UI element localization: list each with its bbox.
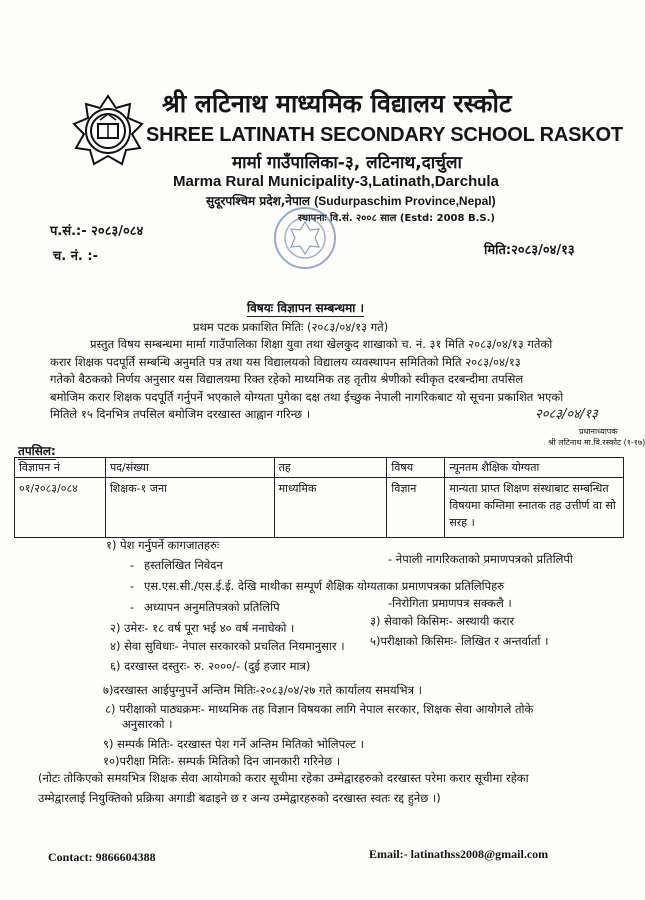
item-doc-application: हस्तलिखित निवेदन	[144, 558, 223, 572]
item-doc-bullet: -	[130, 579, 135, 593]
school-name-english: SHREE LATINATH SECONDARY SCHOOL RASKOT	[146, 124, 623, 146]
first-published-date: प्रथम पटक प्रकाशित मितिः (२०८३/०४/१३ गते)	[193, 320, 389, 334]
header-subject: विषय	[387, 458, 445, 478]
item-doc-certificates: एस.एस.सी./एस.ई.ई. देखि माथीका सम्पूर्ण शैक्षिक योग्यताका प्रमाणपत्रका प्रतिलिपिहरु	[144, 579, 505, 593]
cell-level: माध्यमिक	[274, 478, 387, 538]
signature-handwritten: २०८३/०४/१३	[535, 407, 598, 422]
item-facilities: ४) सेवा सुविधाः- नेपाल सरकारको प्रचलित नियमानुसार ।	[110, 639, 345, 653]
province-english: (Sudurpaschim Province,Nepal)	[314, 194, 496, 208]
dispatch-number: च. नं. :-	[53, 249, 98, 264]
note-line: (नोटः तोकिएको समयभित्र शिक्षक सेवा आयोगको करार सूचीमा रहेका उम्मेद्वारहरुको दरखास्त परेमा करार सूचीमा रहेका	[38, 771, 529, 785]
cell-post: शिक्षक-१ जना	[105, 478, 274, 538]
item-service-type: ३) सेवाको किसिमः- अस्थायी करार	[370, 614, 515, 628]
province-line	[206, 192, 496, 209]
school-name-nepali: श्री लटिनाथ माध्यमिक विद्यालय रस्कोट	[162, 89, 512, 118]
item-deadline: ७)दरखास्त आईपुग्नुपर्ने अन्तिम मितिः-२०८३/०४/२७ गते कार्यालय समयभित्र ।	[103, 683, 422, 697]
subject-line: विषयः विज्ञापन सम्बन्धमा ।	[247, 301, 365, 315]
established-line: स्थापनाः वि.सं. २००८ साल (Estd: 2008 B.S.)	[298, 213, 495, 224]
contact-email: Email:- latinathss2008@gmail.com	[369, 847, 549, 861]
item-contact-date: ९) सम्पर्क मितिः- दरखास्त पेश गर्ने अन्तिम मितिको भोलिपल्ट ।	[103, 737, 364, 751]
vacancy-table	[14, 457, 624, 538]
item-doc-license: अध्यापन अनुमतिपत्रको प्रतिलिपि	[144, 600, 280, 614]
address-nepali: मार्मा गाउँपालिका-३, लटिनाथ,दार्चुला	[232, 153, 462, 173]
document-date: मिति:२०८३/०४/१३	[484, 243, 575, 258]
signature-stamp-title: प्रधानाध्यापक	[579, 427, 618, 436]
item-exam-date: १०)परीक्षा मितिः- सम्पर्क मितिको दिन जानकारी गरिनेछ ।	[103, 754, 341, 768]
item-syllabus-cont: अनुसारको ।	[122, 717, 173, 731]
header-qualification: न्यूनतम शैक्षिक योग्यता	[445, 458, 624, 478]
signature-stamp-line: श्री लटिनाथ मा.वि.रस्कोट (१-१७)	[548, 438, 645, 447]
item-fee: ६) दरखास्त दस्तुरः- रु. २०००/- (दुई हजार मात्र)	[110, 659, 311, 673]
item-doc-bullet: -	[130, 558, 135, 572]
body-line: बमोजिम करार शिक्षक पदपूर्ति गर्नुपर्ने भएकाले योग्यता पुगेका दक्ष तथा ईच्छुक नेपाली नागरिकबाट यो सूचना प्रकाशित भएको	[50, 389, 564, 404]
notice-body	[50, 336, 595, 424]
body-line: प्रस्तुत विषय सम्बन्धमा मार्मा गाउँपालिका शिक्षा युवा तथा खेलकुद शाखाको च. नं. ३१ मिति २०८३/०४/१३ गतेको	[90, 337, 553, 351]
address-english: Marma Rural Municipality-3,Latinath,Darchula	[173, 173, 499, 190]
body-line: गतेको बैठकको निर्णय अनुसार यस विद्यालयमा रिक्त रहेको माध्यमिक तह तृतीय श्रेणीको स्वीकृत दरबन्दीमा तपसिल	[50, 372, 524, 387]
item-exam-type: ५)परीक्षाको किसिमः- लिखित र अन्तर्वार्ता ।	[370, 634, 549, 648]
province-nepali: सुदूरपश्चिम प्रदेश,नेपाल	[206, 194, 311, 208]
header-post: पद/संख्या	[105, 458, 274, 478]
item-syllabus: ८) परीक्षाको पाठ्यक्रमः- माध्यमिक तह विज्ञान विषयका लागि नेपाल सरकार, शिक्षक सेवा आयोगले तोके	[105, 702, 534, 716]
school-stamp-icon	[272, 205, 338, 271]
item-age: २) उमेरः- १८ वर्ष पूरा भई ४० वर्ष ननाघेको ।	[110, 621, 295, 635]
table-row	[15, 478, 624, 538]
details-heading: तपसिल:	[18, 444, 56, 458]
note-paragraph	[38, 768, 618, 808]
item-doc-bullet: -	[130, 600, 135, 614]
note-line: उम्मेद्वारलाई नियुक्तिको प्रक्रिया अगाडी बढाइने छ र अन्य उम्मेद्वारहरुको दरखास्त स्वतः रद्द हुनेछ ।)	[38, 791, 441, 805]
school-logo-icon	[70, 94, 146, 168]
item-doc-citizenship: - नेपाली नागरिकताको प्रमाणपत्रको प्रतिलिपी	[388, 552, 573, 566]
reference-number: प.सं.:- २०८३/०८४	[50, 224, 144, 239]
body-line: करार शिक्षक पदपूर्ति सम्बन्धि अनुमति पत्र तथा यस विद्यालयको विद्यालय व्यवस्थापन समितिको मिति २०८३/०४/१३	[50, 354, 521, 369]
item-doc-medical: -निरोगिता प्रमाणपत्र सक्कलै ।	[388, 596, 512, 610]
cell-subject: विज्ञान	[387, 478, 445, 538]
table-header-row	[15, 458, 624, 478]
header-level: तह	[274, 458, 387, 478]
cell-ad-no: ०१/२०८३/०८४	[15, 478, 106, 538]
item-documents: १) पेश गर्नुपर्ने कागजातहरुः	[106, 538, 220, 552]
body-line: मितिले १५ दिनभित्र तपसिल बमोजिम दरखास्त आह्वान गरिन्छ ।	[50, 407, 311, 422]
header-ad-no: विज्ञापन नं	[15, 458, 106, 478]
contact-phone: Contact: 9866604388	[48, 850, 156, 864]
cell-qualification: मान्यता प्राप्त शिक्षण संस्थाबाट सम्बन्धित विषयमा कम्तिमा स्नातक तह उत्तीर्ण वा सो सरह ।	[445, 478, 624, 538]
